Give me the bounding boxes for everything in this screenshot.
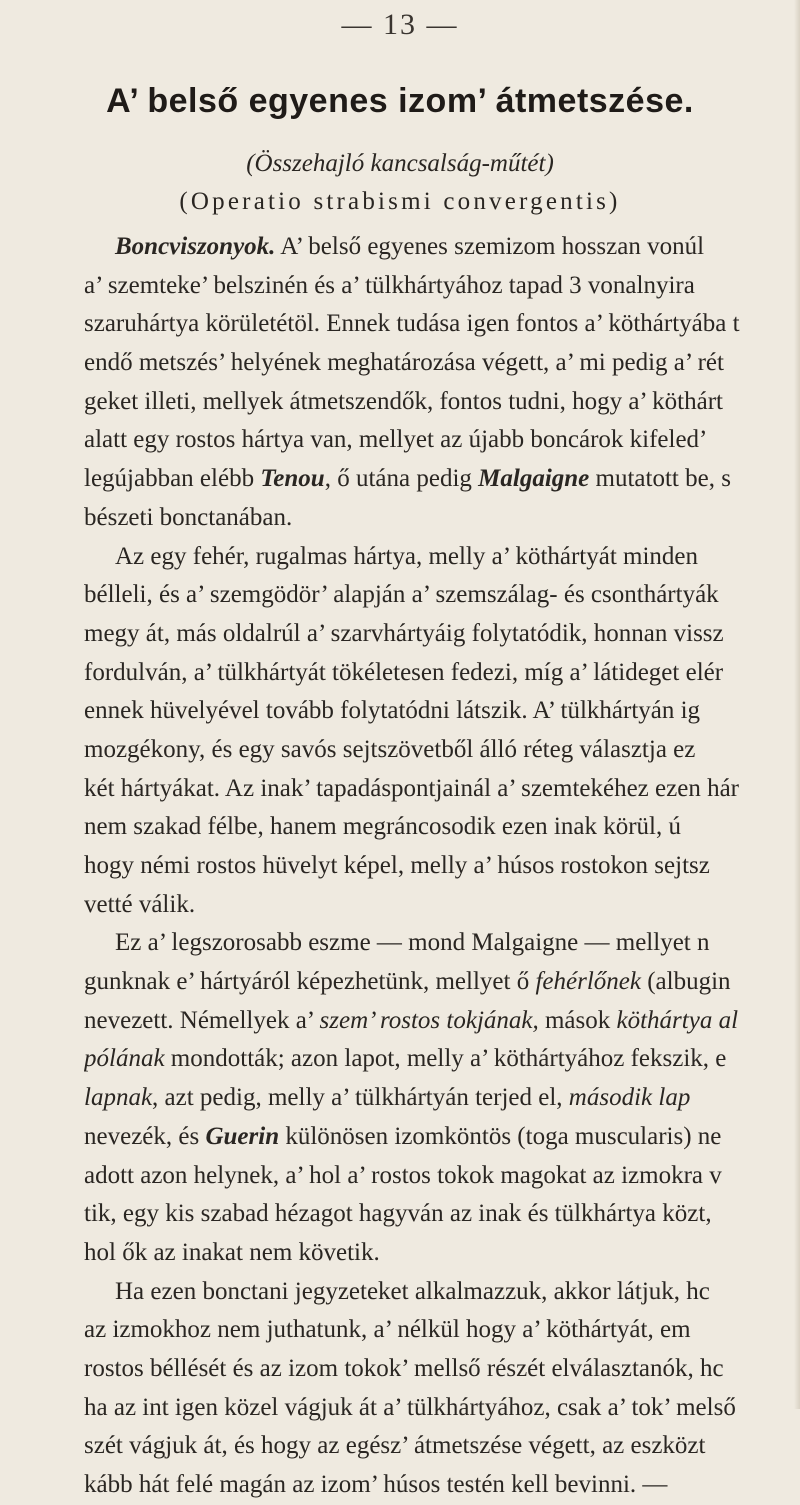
section-title: A’ belső egyenes izom’ átmetszése. xyxy=(106,82,694,120)
text-line xyxy=(84,383,796,422)
page-number: — 13 — xyxy=(341,8,459,41)
text-segment: geket illeti, mellyek átmetszendők, fontos tudni, hogy a’ köthárt xyxy=(84,387,723,415)
text-line xyxy=(84,692,796,731)
text-segment: mások xyxy=(538,1006,617,1034)
text-segment: fordulván, a’ tülkhártyát tökéletesen fedezi, míg a’ látideget elér xyxy=(84,658,724,686)
text-segment: a’ szemteke’ belszinén és a’ tülkhártyához tapad 3 vonalnyira xyxy=(84,271,695,299)
text-segment: Az egy fehér, rugalmas hártya, melly a’ köthártyát minden xyxy=(115,542,699,570)
text-segment: fehérlőnek xyxy=(535,968,641,996)
text-segment: Guerin xyxy=(205,1122,280,1150)
text-line xyxy=(84,1002,796,1041)
text-segment: adott azon helynek, a’ hol a’ rostos tokok magokat az izmokra v xyxy=(84,1161,722,1189)
text-segment: mutatott be, s xyxy=(589,465,731,493)
text-segment: hogy némi rostos hüvelyt képel, melly a’ húsos rostokon sejtsz xyxy=(84,852,710,879)
text-segment: szem’ rostos tokjának, xyxy=(319,1006,539,1034)
text-segment: bélleli, és a’ szemgödör’ alapján a’ szemszálag- és csonthártyák xyxy=(84,581,719,609)
text-segment: Boncviszonyok. xyxy=(115,233,276,260)
text-line xyxy=(84,1350,796,1389)
text-segment: , azt pedig, melly a’ tülkhártyán terjed el, xyxy=(152,1084,569,1112)
text-segment: két hártyákat. Az inak’ tapadáspontjainál a’ szemtekéhez ezen hár xyxy=(84,774,739,802)
text-line xyxy=(84,576,796,615)
text-line xyxy=(84,1427,796,1466)
text-line xyxy=(84,615,796,654)
text-segment: hol ők az inakat nem követik. xyxy=(84,1238,380,1266)
text-segment: ennek hüvelyével tovább folytatódni látszik. A’ tülkhártyán ig xyxy=(84,697,701,725)
text-segment: Ha ezen bonctani jegyzeteket alkalmazzuk, akkor látjuk, hc xyxy=(115,1277,710,1305)
text-segment: , ő utána pedig xyxy=(324,465,479,493)
text-line xyxy=(84,460,796,499)
text-segment: Tenou xyxy=(260,465,325,493)
text-line xyxy=(84,538,796,577)
text-line xyxy=(84,228,796,267)
text-line xyxy=(84,1389,796,1428)
text-segment: lapnak xyxy=(84,1084,153,1112)
text-line xyxy=(84,344,796,383)
text-segment: szaruhártya körületétöl. Ennek tudása igen fontos a’ köthártyába t xyxy=(84,310,740,338)
text-segment: mozgékony, és egy savós sejtszövetből álló réteg választja ez xyxy=(84,735,696,763)
text-segment: tik, egy kis szabad hézagot hagyván az inak és tülkhártya közt, xyxy=(84,1200,712,1228)
text-segment: nevezék, és xyxy=(84,1122,206,1150)
text-segment: (albugin xyxy=(640,968,731,996)
text-segment: Malgaigne xyxy=(478,465,590,493)
text-line xyxy=(84,808,796,847)
text-line xyxy=(84,924,796,963)
text-segment: gunknak e’ hártyáról képezhetünk, mellyet ő xyxy=(84,968,536,996)
text-segment: vetté válik. xyxy=(84,890,196,918)
text-line xyxy=(84,770,796,809)
text-segment: nevezett. Némellyek a’ xyxy=(84,1006,320,1034)
text-line xyxy=(84,654,796,693)
text-line xyxy=(84,1079,796,1118)
text-segment: mondották; azon lapot, melly a’ köthártyához fekszik, e xyxy=(164,1045,727,1073)
text-segment: bészeti bonctanában. xyxy=(84,503,293,531)
text-line xyxy=(84,1311,796,1350)
text-segment: pólának xyxy=(84,1045,165,1073)
text-line xyxy=(84,1234,796,1273)
text-segment: ha az int igen közel vágjuk át a’ tülkhártyához, csak a’ tok’ melső xyxy=(84,1393,736,1421)
text-segment: szét vágjuk át, és hogy az egész’ átmetszése végett, az eszközt xyxy=(84,1432,706,1460)
text-line xyxy=(84,886,796,925)
text-line xyxy=(84,731,796,770)
text-segment: legújabban elébb xyxy=(84,465,261,493)
text-line xyxy=(84,1273,796,1312)
text-segment: rostos béllését és az izom tokok’ mellső részét elválasztanók, hc xyxy=(84,1354,724,1382)
text-line xyxy=(84,1466,796,1505)
page-edge xyxy=(794,0,800,1409)
text-segment: különösen izomköntös (toga muscularis) ne xyxy=(279,1122,722,1150)
text-line xyxy=(84,1040,796,1079)
text-line xyxy=(84,421,796,460)
text-segment: az izmokhoz nem juthatunk, a’ nélkül hogy a’ köthártyát, em xyxy=(84,1316,691,1344)
text-line xyxy=(84,1195,796,1234)
text-line xyxy=(84,305,796,344)
text-segment: köthártya al xyxy=(616,1006,739,1034)
text-line xyxy=(84,267,796,306)
text-segment: kább hát felé magán az izom’ húsos testén kell bevinni. — xyxy=(84,1471,668,1498)
text-segment: megy át, más oldalrúl a’ szarvhártyáig folytatódik, honnan vissz xyxy=(84,619,724,647)
text-line xyxy=(84,1118,796,1157)
text-segment: Ez a’ legszorosabb eszme — mond Malgaigne — mellyet n xyxy=(115,929,710,957)
text-segment: második lap xyxy=(568,1084,691,1112)
body-text xyxy=(84,228,796,1505)
text-line xyxy=(84,499,796,538)
text-line xyxy=(84,963,796,1002)
text-segment: alatt egy rostos hártya van, mellyet az újabb boncárok kifeled’ xyxy=(84,426,708,454)
subtitle-latin: (Operatio strabismi convergentis) xyxy=(179,188,621,215)
text-line xyxy=(84,1157,796,1196)
text-line xyxy=(84,847,796,886)
text-segment: endő metszés’ helyének meghatározása végett, a’ mi pedig a’ rét xyxy=(84,349,724,377)
text-segment: nem szakad félbe, hanem megráncosodik ezen inak körül, ú xyxy=(84,813,681,841)
subtitle-hungarian: (Összehajló kancsalság-műtét) xyxy=(246,150,554,177)
text-segment: A’ belső egyenes szemizom hosszan vonúl xyxy=(275,233,705,260)
